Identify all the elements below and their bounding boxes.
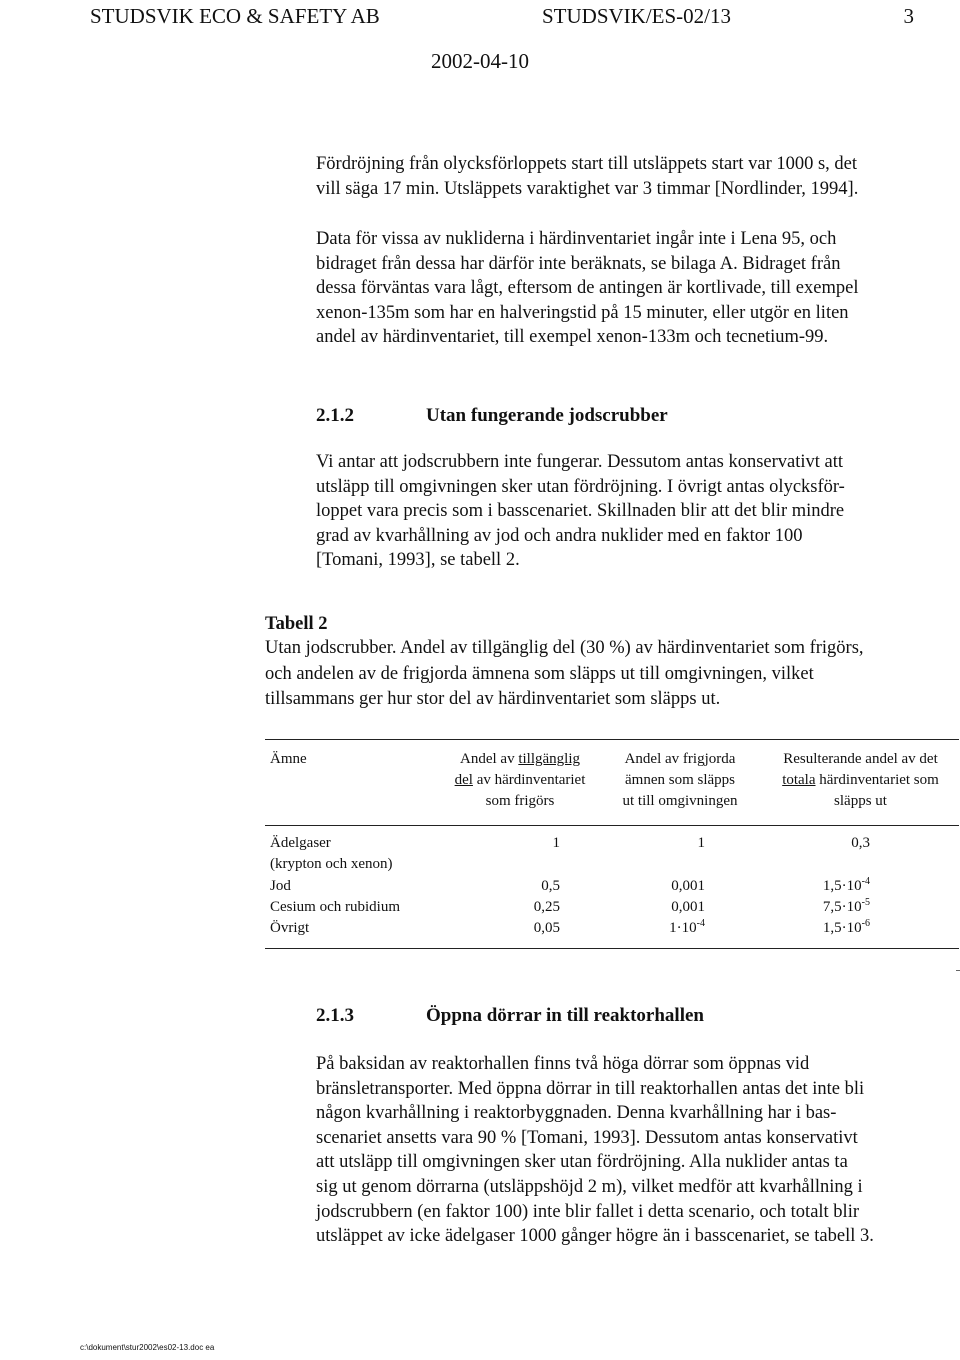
table-header-resulting-fraction: [763, 749, 958, 812]
text-line: utsläpp till omgivningen sker utan fördröjning. I övrigt antas olycksför-: [316, 476, 845, 497]
header-line: ämnen som släpps: [625, 772, 735, 788]
table-header-released-fraction: [445, 749, 595, 812]
footer-file-path: c:\dokument\stur2002\es02-13.doc ea: [80, 1343, 215, 1352]
table-cell-value: [760, 918, 870, 939]
table-header-environment-fraction: [605, 749, 755, 812]
table-cell-value: 0,25: [533, 899, 560, 915]
header-text-underlined: del: [454, 772, 473, 788]
table-row-name: Övrigt: [270, 920, 310, 936]
section-heading-2-1-2: [316, 403, 668, 429]
text-line: att utsläpp till omgivningen sker utan fördröjning. Alla nuklider antas ta: [316, 1152, 848, 1173]
header-text-underlined: totala: [782, 772, 816, 788]
text-line: vill säga 17 min. Utsläppets varaktighet var 3 timmar [Nordlinder, 1994].: [316, 178, 859, 199]
table-row-name-sub: (krypton och xenon): [270, 856, 393, 872]
text-line: scenariet ansetts vara 90 % [Tomani, 1993]. Dessutom antas konservativt: [316, 1127, 858, 1148]
table-cell-value: 0,001: [671, 878, 705, 894]
text-line: utsläppet av icke ädelgaser 1000 gånger högre än i basscenariet, se tabell 3.: [316, 1226, 874, 1247]
table-top-rule: [265, 739, 959, 740]
table-title: Tabell 2: [265, 614, 328, 634]
header-text: av härdinventariet: [472, 772, 586, 788]
text-line: jodscrubbern (en faktor 100) inte blir fallet i detta scenario, och totalt blir: [316, 1201, 859, 1222]
table-bottom-rule: [265, 948, 959, 949]
header-line: [763, 770, 958, 791]
header-company: STUDSVIK ECO & SAFETY AB: [90, 4, 380, 28]
header-text-underlined: tillgänglig: [518, 751, 580, 767]
header-line: [445, 749, 595, 770]
header-text: Andel av: [460, 751, 519, 767]
table-row-name: Cesium och rubidium: [270, 899, 400, 915]
margin-mark: [956, 970, 960, 971]
table-cell-value: 0,5: [541, 878, 560, 894]
text-line: På baksidan av reaktorhallen finns två höga dörrar som öppnas vid: [316, 1054, 810, 1074]
value-base: 1,5·10: [822, 878, 862, 894]
header-line: ut till omgivningen: [622, 793, 738, 809]
paragraph-nuclide-data: [316, 227, 956, 350]
header-line: [445, 770, 595, 791]
header-text: härdinventariet som: [815, 772, 939, 788]
header-date: 2002-04-10: [431, 49, 529, 73]
table-cell-value: 1: [552, 835, 560, 851]
text-line: sig ut genom dörrarna (utsläppshöjd 2 m), vilket medför att kvarhållning i: [316, 1176, 863, 1197]
header-report-id: STUDSVIK/ES-02/13: [542, 4, 732, 28]
paragraph-open-doors: [316, 1052, 956, 1249]
table-cell-value: 0,3: [851, 835, 870, 851]
header-line: släpps ut: [834, 793, 887, 809]
text-line: andel av härdinventariet, till exempel xenon-133m och tecnetium-99.: [316, 327, 829, 348]
caption-line: Utan jodscrubber. Andel av tillgänglig del (30 %) av härdinventariet som frigörs,: [265, 638, 864, 658]
header-line: Resulterande andel av det: [783, 751, 938, 767]
table-header-amne: Ämne: [270, 751, 307, 767]
text-line: bidraget från dessa har därför inte beräknats, se bilaga A. Bidraget från: [316, 253, 841, 274]
text-line: någon kvarhållning i reaktorbyggnaden. Denna kvarhållning har i bas-: [316, 1103, 837, 1124]
page-number: 3: [903, 4, 914, 28]
text-line: Vi antar att jodscrubbern inte fungerar. Dessutom antas konservativt att: [316, 452, 844, 472]
value-exponent: -4: [861, 876, 870, 887]
header-line: som frigörs: [485, 793, 555, 809]
value-base: 1·10: [669, 920, 697, 936]
header-line: Andel av frigjorda: [624, 751, 736, 767]
value-base: 7,5·10: [822, 899, 862, 915]
table-cell-value: [760, 876, 870, 897]
table-cell-value: 0,05: [533, 920, 560, 936]
section-number: 2.1.2: [316, 405, 354, 426]
text-line: dessa förväntas vara lågt, eftersom de antingen är kortlivade, till exempel: [316, 278, 859, 299]
section-title: Öppna dörrar in till reaktorhallen: [426, 1005, 704, 1026]
table-cell-value: [600, 918, 705, 939]
paragraph-scrubber: [316, 450, 956, 573]
table-row-name: Ädelgaser: [270, 835, 331, 851]
value-exponent: -6: [861, 918, 870, 929]
text-line: xenon-135m som har en halveringstid på 15 minuter, eller utgör en liten: [316, 302, 849, 323]
text-line: Data för vissa av nukliderna i härdinventariet ingår inte i Lena 95, och: [316, 229, 837, 249]
section-title: Utan fungerande jodscrubber: [426, 405, 668, 426]
text-line: bränsletransporter. Med öppna dörrar in till reaktorhallen antas det inte bli: [316, 1078, 865, 1099]
text-line: Fördröjning från olycksförloppets start till utsläppets start var 1000 s, det: [316, 154, 858, 174]
value-exponent: -5: [861, 897, 870, 908]
section-number: 2.1.3: [316, 1005, 354, 1026]
table-cell-value: 1: [697, 835, 705, 851]
table-cell-value: [760, 897, 870, 918]
section-heading-2-1-3: [316, 1003, 704, 1029]
paragraph-delay: [316, 152, 956, 201]
value-exponent: -4: [696, 918, 705, 929]
table-row-name: Jod: [270, 878, 291, 894]
value-base: 1,5·10: [822, 920, 862, 936]
text-line: loppet vara precis som i basscenariet. Skillnaden blir att det blir mindre: [316, 501, 845, 522]
text-line: grad av kvarhållning av jod och andra nuklider med en faktor 100: [316, 525, 803, 546]
table-cell-value: 0,001: [671, 899, 705, 915]
table-header-rule: [265, 825, 959, 826]
table-caption: [265, 636, 864, 713]
caption-line: och andelen av de frigjorda ämnena som släpps ut till omgivningen, vilket: [265, 663, 814, 684]
text-line: [Tomani, 1993], se tabell 2.: [316, 550, 520, 571]
caption-line: tillsammans ger hur stor del av härdinventariet som släpps ut.: [265, 689, 721, 709]
